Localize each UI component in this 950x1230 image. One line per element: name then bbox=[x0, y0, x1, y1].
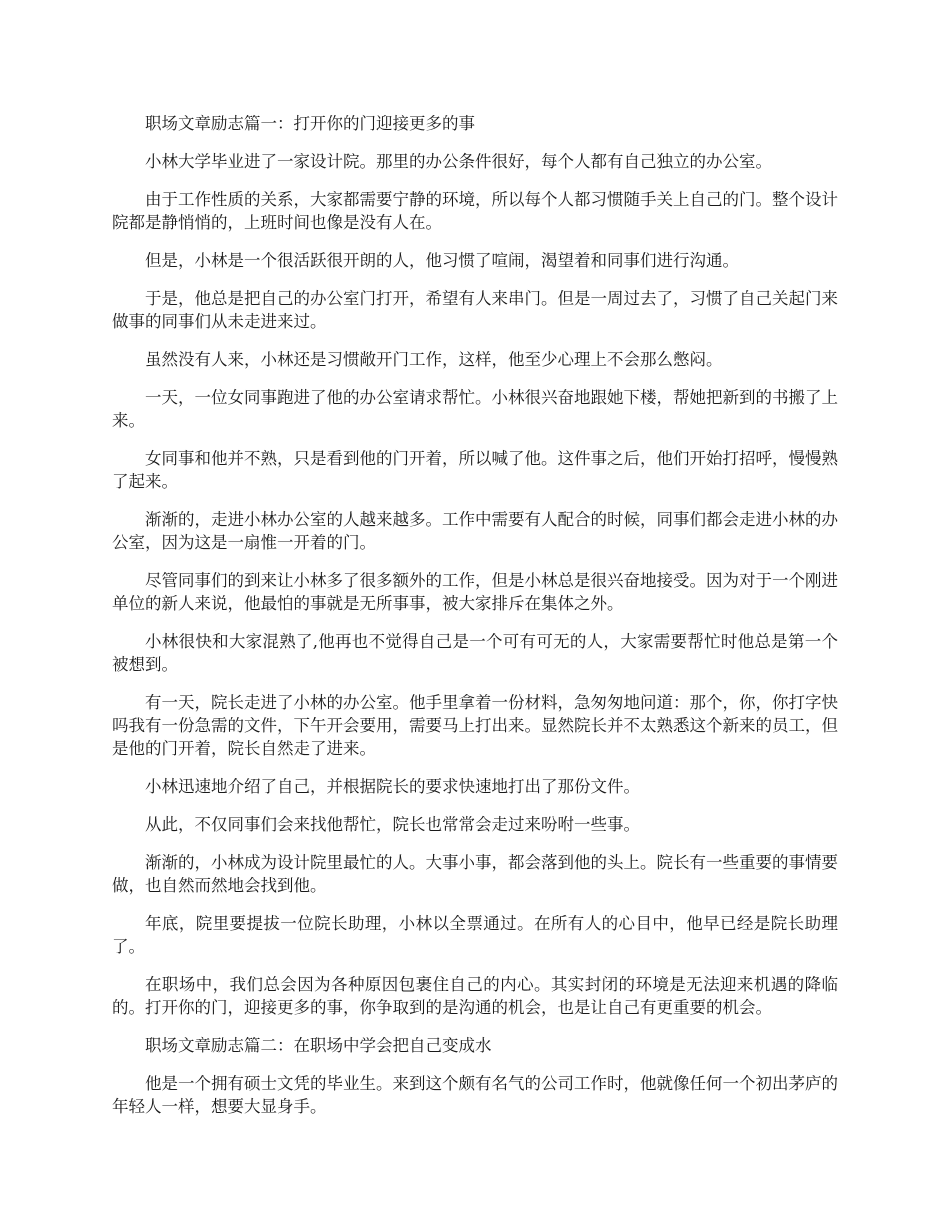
article-body bbox=[112, 112, 838, 1133]
paragraph: 一天，一位女同事跑进了他的办公室请求帮忙。小林很兴奋地跟她下楼，帮她把新到的书搬了上来。 bbox=[112, 388, 838, 430]
paragraph: 从此，不仅同事们会来找他帮忙，院长也常常会走过来吩咐一些事。 bbox=[145, 815, 640, 834]
section-heading-2: 职场文章励志篇二：在职场中学会把自己变成水 bbox=[145, 1036, 492, 1055]
paragraph: 虽然没有人来，小林还是习惯敞开门工作，这样，他至少心理上不会那么憋闷。 bbox=[145, 350, 723, 369]
paragraph: 小林大学毕业进了一家设计院。那里的办公条件很好，每个人都有自己独立的办公室。 bbox=[145, 152, 772, 171]
paragraph: 但是，小林是一个很活跃很开朗的人，他习惯了喧闹，渴望着和同事们进行沟通。 bbox=[145, 251, 739, 270]
paragraph: 年底，院里要提拔一位院长助理，小林以全票通过。在所有人的心目中，他早已经是院长助理了。 bbox=[112, 914, 838, 956]
paragraph: 尽管同事们的到来让小林多了很多额外的工作，但是小林总是很兴奋地接受。因为对于一个刚进单位的新人来说，他最怕的事就是无所事事，被大家排斥在集体之外。 bbox=[112, 571, 838, 613]
paragraph: 渐渐的，小林成为设计院里最忙的人。大事小事，都会落到他的头上。院长有一些重要的事情要做，也自然而然地会找到他。 bbox=[112, 853, 838, 895]
paragraph: 于是，他总是把自己的办公室门打开，希望有人来串门。但是一周过去了，习惯了自己关起门来做事的同事们从未走进来过。 bbox=[112, 289, 838, 331]
paragraph: 渐渐的，走进小林办公室的人越来越多。工作中需要有人配合的时候，同事们都会走进小林的办公室，因为这是一扇惟一开着的门。 bbox=[112, 510, 838, 552]
paragraph: 他是一个拥有硕士文凭的毕业生。来到这个颇有名气的公司工作时，他就像任何一个初出茅庐的年轻人一样，想要大显身手。 bbox=[112, 1074, 838, 1116]
paragraph: 小林很快和大家混熟了,他再也不觉得自己是一个可有可无的人，大家需要帮忙时他总是第一个被想到。 bbox=[112, 632, 838, 674]
paragraph: 在职场中，我们总会因为各种原因包裹住自己的内心。其实封闭的环境是无法迎来机遇的降临的。打开你的门，迎接更多的事，你争取到的是沟通的机会，也是让自己有更重要的机会。 bbox=[112, 975, 838, 1017]
paragraph: 有一天，院长走进了小林的办公室。他手里拿着一份材料，急匆匆地问道：那个，你，你打字快吗我有一份急需的文件，下午开会要用，需要马上打出来。显然院长并不太熟悉这个新来的员工，但是他的门开着，院长自然走了进来。 bbox=[112, 693, 838, 758]
section-heading-1: 职场文章励志篇一：打开你的门迎接更多的事 bbox=[145, 114, 475, 133]
paragraph: 女同事和他并不熟，只是看到他的门开着，所以喊了他。这件事之后，他们开始打招呼，慢慢熟了起来。 bbox=[112, 449, 838, 491]
paragraph: 小林迅速地介绍了自己，并根据院长的要求快速地打出了那份文件。 bbox=[145, 777, 640, 796]
paragraph: 由于工作性质的关系，大家都需要宁静的环境，所以每个人都习惯随手关上自己的门。整个设计院都是静悄悄的，上班时间也像是没有人在。 bbox=[112, 190, 838, 232]
